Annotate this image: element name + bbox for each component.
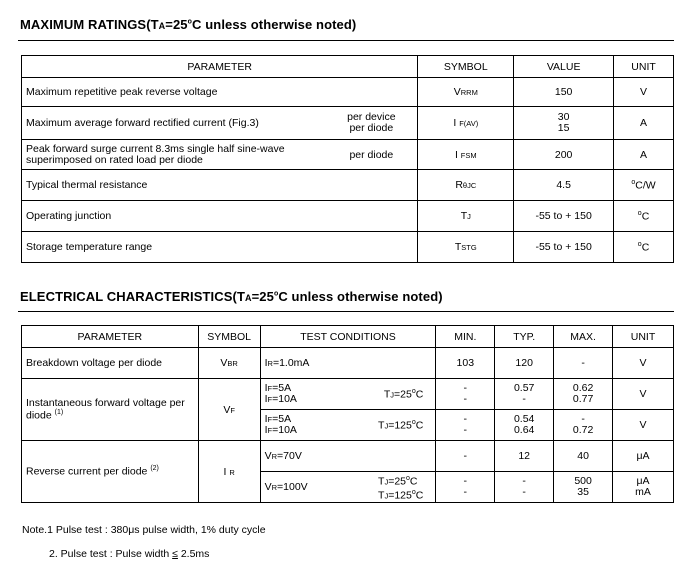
condition-cell: IF=5A IF=10A $TJ=125^oC$ — [260, 410, 436, 441]
value-cell: 4.5 — [514, 170, 614, 201]
header-max: MAX. — [554, 326, 613, 348]
value-cell: -55 to + 150 — [514, 232, 614, 263]
header-symbol: SYMBOL — [418, 56, 514, 78]
value-cell: 30 15 — [514, 107, 614, 140]
param-cell: Reverse current per diode $^{(2)}$ — [22, 441, 199, 503]
unit-cell: V — [614, 78, 674, 107]
max-cell: 0.62 0.77 — [554, 379, 613, 410]
value-cell: 200 — [514, 140, 614, 170]
param-cell: Operating junction — [22, 201, 418, 232]
min-cell: 103 — [436, 348, 495, 379]
max-ratings-table — [21, 55, 674, 263]
symbol-cell: I F(AV) — [418, 107, 514, 140]
param-cell: Typical thermal resistance — [22, 170, 418, 201]
min-cell: - — [436, 441, 495, 472]
table-row — [22, 201, 674, 232]
min-cell: - - — [436, 410, 495, 441]
electrical-rule — [18, 311, 674, 312]
note-1: Note.1 Pulse test : 380μs pulse width, 1% duty cycle — [22, 524, 266, 536]
table-row — [22, 170, 674, 201]
table-row — [22, 379, 674, 410]
condition-cell: IR=1.0mA — [260, 348, 436, 379]
value-cell: 150 — [514, 78, 614, 107]
header-typ: TYP. — [495, 326, 554, 348]
min-cell: - - — [436, 379, 495, 410]
typ-cell: 0.57 - — [495, 379, 554, 410]
header-test-conditions: TEST CONDITIONS — [260, 326, 436, 348]
unit-cell: V — [613, 410, 674, 441]
table-row — [22, 107, 674, 140]
table-row — [22, 140, 674, 170]
max-ratings-rule — [18, 40, 674, 41]
note-2: 2. Pulse test : Pulse width ≤ 2.5ms — [49, 548, 210, 560]
max-cell: - 0.72 — [554, 410, 613, 441]
typ-cell: 12 — [495, 441, 554, 472]
table-row — [22, 348, 674, 379]
electrical-title: ELECTRICAL $CHARACTERISTICS(TA=25^oC$ unless otherwise noted) — [20, 289, 443, 304]
header-value: VALUE — [514, 56, 614, 78]
typ-cell: - - — [495, 472, 554, 503]
min-cell: - - — [436, 472, 495, 503]
max-cell: 40 — [554, 441, 613, 472]
symbol-cell: RθJC — [418, 170, 514, 201]
header-unit: UNIT — [613, 326, 674, 348]
header-parameter: PARAMETER — [22, 326, 199, 348]
unit-cell: $^o$C — [614, 201, 674, 232]
symbol-cell: TSTG — [418, 232, 514, 263]
param-cell: Peak forward surge current 8.3ms single half sine-wave superimposed on rated load per diode per diode — [22, 140, 418, 170]
param-cell: Instantaneous forward voltage per diode $^{(1)}$ — [22, 379, 199, 441]
condition-cell: IF=5A IF=10A $TJ=25^oC$ — [260, 379, 436, 410]
condition-cell: VR=100V $TJ=25^oC$ $TJ=125^oC$ — [260, 472, 436, 503]
header-parameter: PARAMETER — [22, 56, 418, 78]
electrical-table — [21, 325, 674, 503]
param-cell: Maximum repetitive peak reverse voltage — [22, 78, 418, 107]
unit-cell: $^o$C — [614, 232, 674, 263]
symbol-cell: VRRM — [418, 78, 514, 107]
header-min: MIN. — [436, 326, 495, 348]
unit-cell: A — [614, 140, 674, 170]
unit-cell: A — [614, 107, 674, 140]
unit-cell: μA mA — [613, 472, 674, 503]
unit-cell: V — [613, 348, 674, 379]
unit-cell: $^o$C/W — [614, 170, 674, 201]
param-cell: Maximum average forward rectified current (Fig.3) per device per diode — [22, 107, 418, 140]
symbol-cell: VBR — [198, 348, 260, 379]
unit-cell: μA — [613, 441, 674, 472]
header-symbol: SYMBOL — [198, 326, 260, 348]
table-row — [22, 441, 674, 472]
typ-cell: 120 — [495, 348, 554, 379]
max-cell: 500 35 — [554, 472, 613, 503]
symbol-cell: TJ — [418, 201, 514, 232]
param-cell: Storage temperature range — [22, 232, 418, 263]
value-cell: -55 to + 150 — [514, 201, 614, 232]
table-row — [22, 78, 674, 107]
symbol-cell: I FSM — [418, 140, 514, 170]
symbol-cell: I R — [198, 441, 260, 503]
header-unit: UNIT — [614, 56, 674, 78]
symbol-cell: VF — [198, 379, 260, 441]
max-ratings-title: MAXIMUM $RATINGS(TA=25^oC$ unless otherwise noted) — [20, 17, 357, 32]
electrical-header-row — [22, 326, 674, 348]
param-cell: Breakdown voltage per diode — [22, 348, 199, 379]
max-ratings-header-row — [22, 56, 674, 78]
max-cell: - — [554, 348, 613, 379]
condition-cell: VR=70V — [260, 441, 436, 472]
unit-cell: V — [613, 379, 674, 410]
table-row — [22, 232, 674, 263]
typ-cell: 0.54 0.64 — [495, 410, 554, 441]
